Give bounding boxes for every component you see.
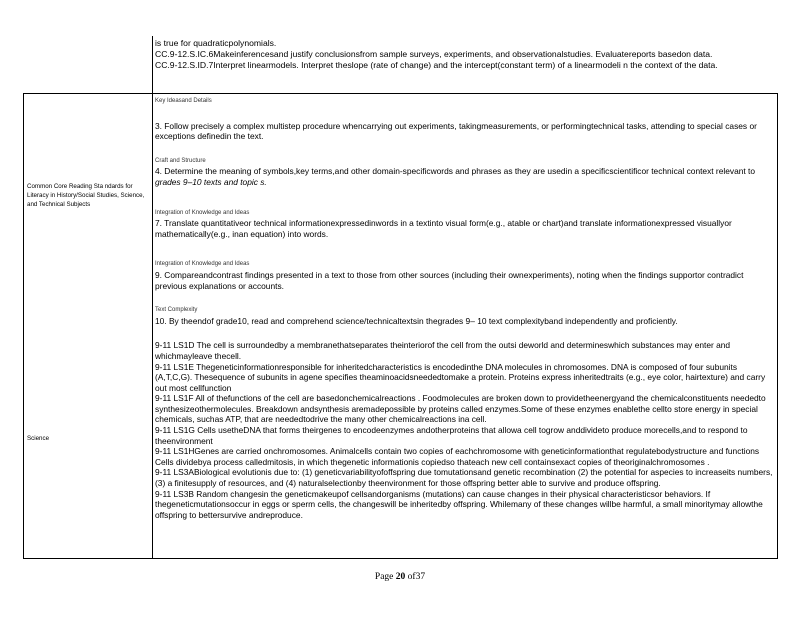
- of-label: of: [407, 572, 416, 582]
- science-standard: 9-11 LS1G Cells usetheDNA that forms theirgenes to encodeenzymes andotherproteins that allowa cell togrow anddivideto produce morecells,and to respond to theenvironment: [155, 425, 748, 446]
- standard-text-main: 4. Determine the meaning of symbols,key terms,and other domain-specificwords and phrases as they are usedin a specificscientificor technical context relevant to: [155, 166, 756, 177]
- science-standard: 9-11 LS1D The cell is surroundedby a membranethatseparates theinteriorof the cell from the outsi deworld and determineswhich substances may enter and whichmayleave thecell.: [155, 340, 731, 361]
- science-standard: 9-11 LS3B Random changesin the geneticmakeupof cellsandorganisms (mutations) can cause changes in their physical characteristicsor behaviors. If thegeneticmutationsoccur in eggs or sperm cells, the changeswill be inheritedby offspring. Whilemany of these changes willbe harmful, a small minoritymay allowthe offspring to bettersurvive andreproduce.: [155, 488, 763, 520]
- science-standard: 9-11 LS1HGenes are carried onchromosomes. Animalcells contain two copies of eachchromosome with geneticinformationthat regulatebodystructure and functions Cells dividebya process calledmitosis, in which thegenetic informationis copiedso thateach new cell containsexact copies of theoriginalchromosomes .: [155, 446, 760, 467]
- science-standard: 9-11 LS1F All of thefunctions of the cell are basedonchemicalreactions . Foodmolecules are broken down to providetheenergyand the chemicalconstituents neededto synthesizeothermolecules. Breakdown andsynthesis aremadepossible by proteins called enzymes.Some of these enzymes enablethe cellto store energy in special chemicals, suchas ATP, that are neededtodrive the many other chemicalreactions ina cell.: [155, 393, 766, 425]
- column-divider: [152, 36, 153, 559]
- total-pages: 37: [415, 572, 426, 582]
- table-right-border: [777, 93, 778, 559]
- literacy-row-label: Common Core Reading Sta ndards for Literacy in History/Social Studies, Science, and Technical Subjects: [27, 183, 145, 208]
- standard-text: 10. By theendof grade10, read and comprehend science/technicaltextsin thegrades 9– 10 text complexityband independently and proficiently.: [155, 315, 678, 326]
- standards-cell-main: [155, 96, 775, 520]
- top-line-1: is true for quadraticpolynomials.: [155, 38, 277, 48]
- section-heading: Integration of Knowledge and Ideas: [155, 261, 250, 268]
- science-row-label: Science: [27, 435, 50, 442]
- standard-text-italic: grades 9–10 texts and topic s.: [155, 176, 267, 187]
- table-left-border: [23, 93, 24, 559]
- page-number: 20: [395, 572, 406, 582]
- page-footer: [0, 572, 800, 582]
- section-heading: Craft and Structure: [155, 157, 206, 164]
- standard-text: [155, 166, 775, 187]
- science-standard: 9-11 LS3ABiological evolutionis due to: (1) geneticvariabilityofoffspring due tomutationsand genetic recombination (2) the potential for aspecies to increaseits numbers, (3) a finitesupply of resources, and (4) naturalselectionby theenvironment for those offspring better able to survive and produce offspring.: [155, 467, 773, 489]
- top-line-2: CC.9-12.S.IC.6Makeinferencesand justify conclusionsfrom sample surveys, experiments, and observationalstudies. Evaluatereports basedon data.: [155, 49, 713, 59]
- standard-text: 3. Follow precisely a complex multistep procedure whencarrying out experiments, takingmeasurements, or performingtechnical tasks, attending to special cases or exceptions definedin the text.: [155, 120, 757, 142]
- standard-text: 9. Compareandcontrast findings presented in a text to those from other sources (including their ownexperiments), noting when the findings supportor contradict previous explanations or accounts.: [155, 269, 744, 291]
- table-bottom-border: [23, 558, 778, 559]
- science-standard: 9-11 LS1E Thegeneticinformationresponsible for inheritedcharacteristics is encodedinthe DNA molecules in chromosomes. DNA is composed of four subunits (A,T,C,G). Thesequence of subunits in agene specifies theaminoacidsneededtomake a protein. Proteins express inheritedtraits (e.g., eye color, hairtexture) and carry out most cellfunction: [155, 361, 766, 393]
- section-heading: Key Ideasand Details: [155, 98, 212, 104]
- page-label: Page: [374, 572, 394, 582]
- section-heading: Integration of Knowledge and Ideas: [155, 209, 250, 216]
- standards-cell-top: [155, 38, 775, 71]
- row-divider: [23, 93, 778, 94]
- section-heading: Text Complexity: [155, 307, 198, 314]
- standard-text: 7. Translate quantitativeor technical informationexpressedinwords in a textinto visual form(e.g., atable or chart)and translate informationexpressed visuallyor mathematically(e.g., inan equation) into words.: [155, 218, 732, 239]
- top-line-3: CC.9-12.S.ID.7Interpret linearmodels. Interpret theslope (rate of change) and the intercept(constant term) of a linearmodeli n the context of the data.: [155, 60, 718, 70]
